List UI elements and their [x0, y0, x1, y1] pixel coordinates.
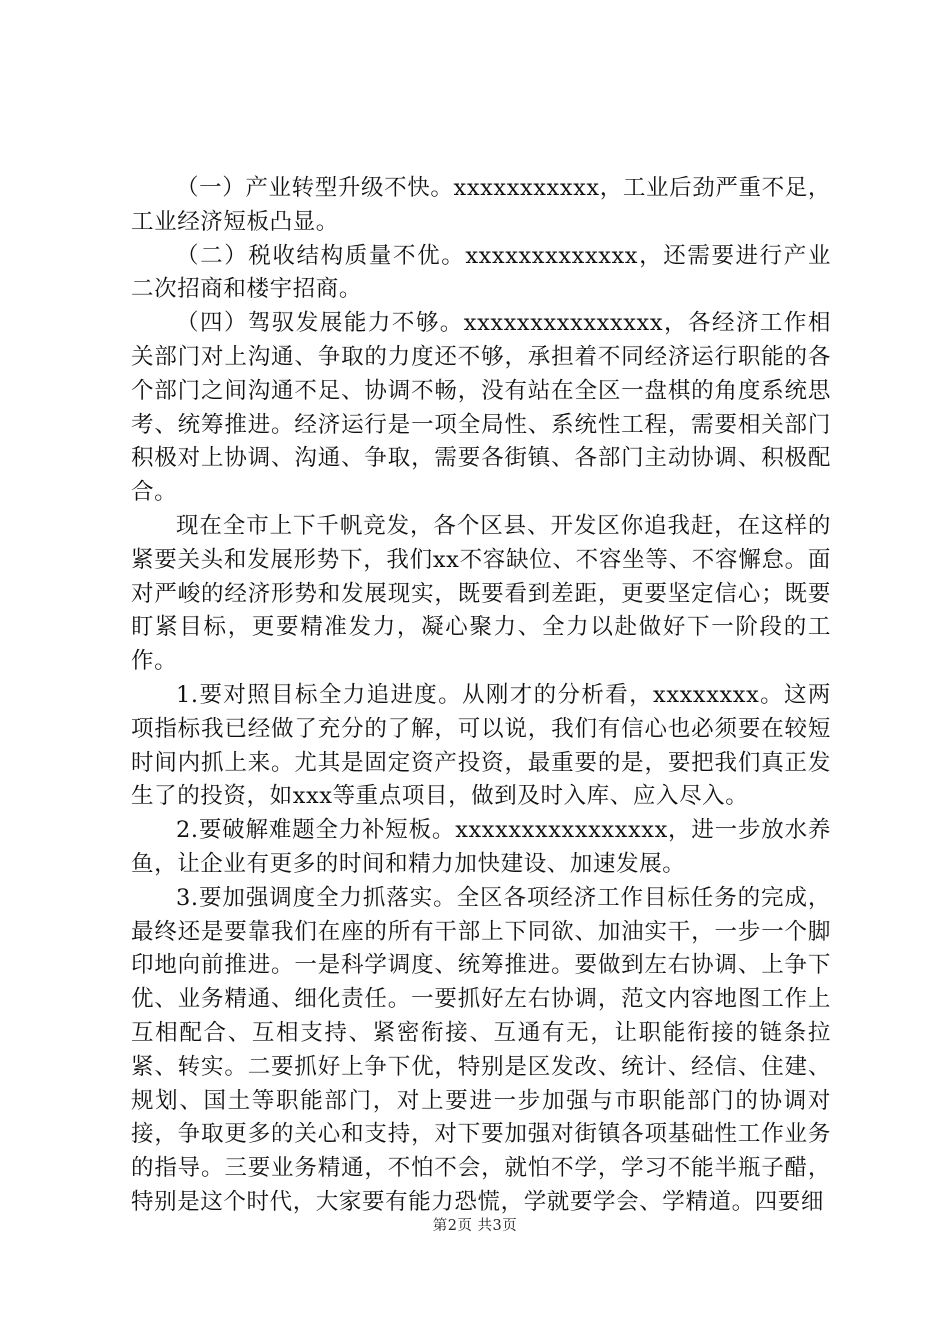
page-number-footer: 第2页 共3页: [432, 1218, 518, 1234]
paragraph-item-1-progress: 1.要对照目标全力追进度。从刚才的分析看，xxxxxxxx。这两项指标我已经做了充分的了解，可以说，我们有信心也必须要在较短时间内抓上来。尤其是固定资产投资，最重要的是，要把我们真正发生了的投资，如xxx等重点项目，做到及时入库、应入尽入。: [131, 681, 831, 810]
paragraph-development-capability: （四）驾驭发展能力不够。xxxxxxxxxxxxxxx，各经济工作相关部门对上沟通、争取的力度还不够，承担着不同经济运行职能的各个部门之间沟通不足、协调不畅，没有站在全区一盘棋的角度系统思考、统筹推进。经济运行是一项全局性、系统性工程，需要相关部门积极对上协调、沟通、争取，需要各街镇、各部门主动协调、积极配合。: [131, 310, 831, 506]
paragraph-tax-structure: （二）税收结构质量不优。xxxxxxxxxxxxx，还需要进行产业二次招商和楼宇招商。: [131, 242, 831, 303]
document-body: [131, 172, 831, 1220]
paragraph-item-3-implementation: 3.要加强调度全力抓落实。全区各项经济工作目标任务的完成，最终还是要靠我们在座的所有干部上下同欲、加油实干，一步一个脚印地向前推进。一是科学调度、统筹推进。要做到左右协调、上争下优、业务精通、细化责任。一要抓好左右协调，范文内容地图工作上互相配合、互相支持、紧密衔接、互通有无，让职能衔接的链条拉紧、转实。二要抓好上争下优，特别是区发改、统计、经信、住建、规划、国土等职能部门，对上要进一步加强与市职能部门的协调对接，争取更多的关心和支持，对下要加强对街镇各项基础性工作业务的指导。三要业务精通，不怕不会，就怕不学，学习不能半瓶子醋，特别是这个时代，大家要有能力恐慌，学就要学会、学精道。四要细: [131, 884, 831, 1215]
paragraph-industry-transformation: （一）产业转型升级不快。xxxxxxxxxxx，工业后劲严重不足，工业经济短板凸显。: [131, 175, 831, 235]
paragraph-current-situation: 现在全市上下千帆竞发，各个区县、开发区你追我赶，在这样的紧要关头和发展形势下，我们xx不容缺位、不容坐等、不容懈怠。面对严峻的经济形势和发展现实，既要看到差距，更要坚定信心；既要盯紧目标，更要精准发力，凝心聚力、全力以赴做好下一阶段的工作。: [131, 512, 831, 675]
paragraph-item-2-shortboard: 2.要破解难题全力补短板。xxxxxxxxxxxxxxxx，进一步放水养鱼，让企业有更多的时间和精力加快建设、加速发展。: [131, 817, 831, 877]
